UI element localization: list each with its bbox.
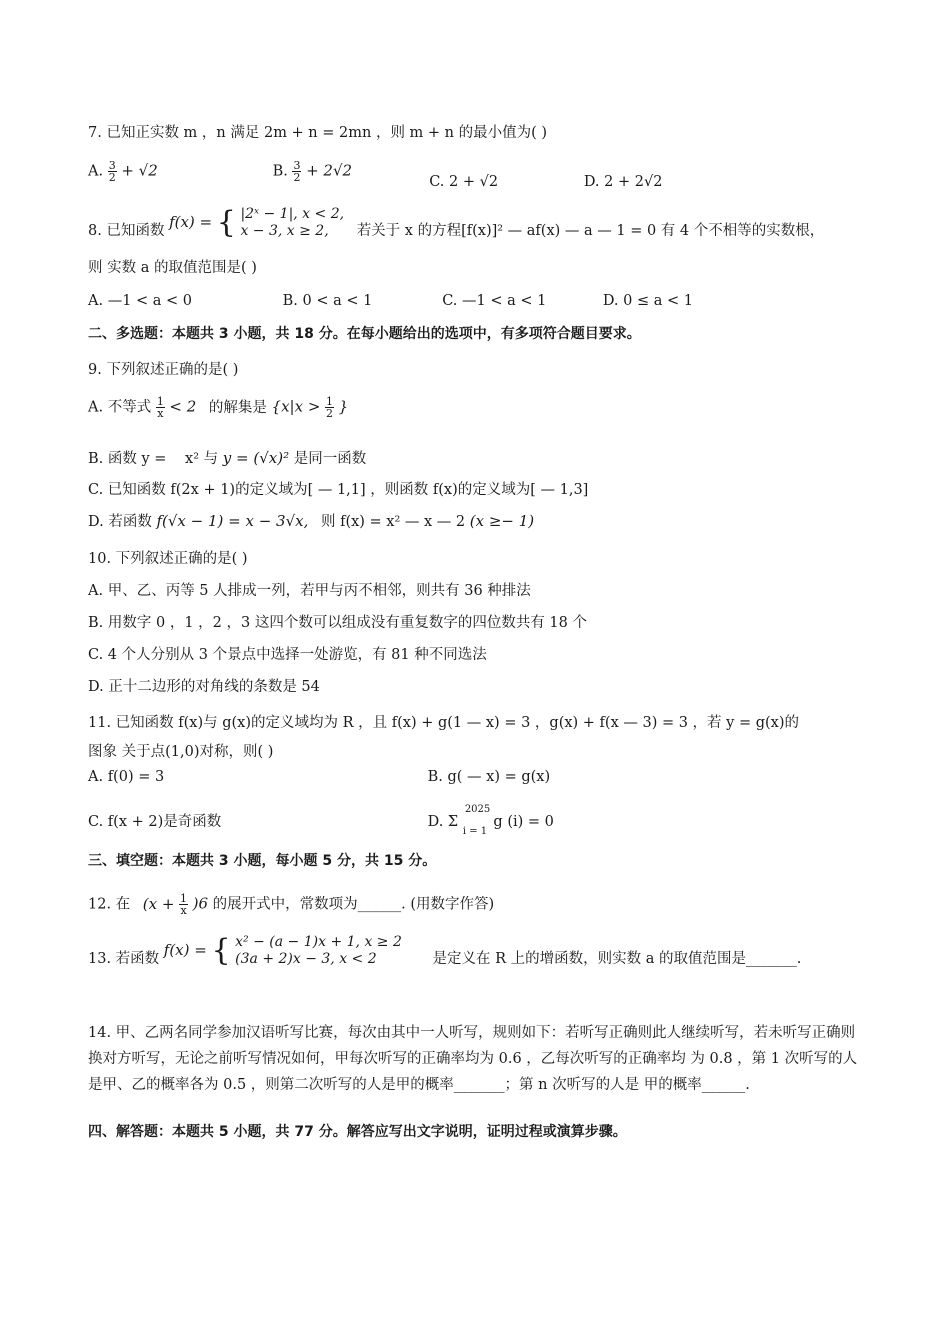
q11-option-b: B. g( — x) = g(x) — [427, 769, 551, 785]
q11-stem-line2: 图象 关于点(1,0)对称，则( ) — [88, 744, 274, 760]
q13-cases: x² − (a − 1)x + 1, x ≥ 2 (3a + 2)x − 3, x < 2 — [235, 934, 402, 967]
q12: 12. 在 (x + $\frac{1}{x}$ )6 的展开式中，常数项为______. (用数字作答) — [88, 892, 495, 917]
q9-option-d: D. 若函数 f(√x − 1) = x − 3√x, 则 f(x) = x² — x — 2 (x ≥− 1) — [88, 512, 535, 530]
q8-option-d: D. 0 ≤ a < 1 — [602, 293, 693, 309]
q13: 13. 若函数 f(x) = { x² − (a − 1)x + 1, x ≥ 2 (3a + 2)x − 3, x < 2 是定义在 R 上的增函数，则实数 a 的取值范围是_______. — [88, 933, 802, 968]
fraction: $\frac{1}{x}$ — [180, 892, 188, 917]
q7-stem: 7. 已知正实数 m ，n 满足 2m + n = 2mn ，则 m + n 的最小值为( ) — [88, 125, 548, 141]
q10-option-c: C. 4 个人分别从 3 个景点中选择一处游览，有 81 种不同选法 — [88, 647, 487, 663]
q9-option-a: A. 不等式 $\frac{1}{x}$ < 2 的解集是 {x|x > $\frac{1}{2}$ } — [88, 395, 349, 420]
q10-option-a: A. 甲、乙、丙等 5 人排成一列，若甲与丙不相邻，则共有 36 种排法 — [88, 583, 531, 599]
q11-option-d: D. Σ 2025 i = 1 g (i) = 0 — [427, 804, 554, 837]
q9-stem: 9. 下列叙述正确的是( ) — [88, 362, 239, 378]
fraction: $\frac{1}{x}$ — [156, 395, 164, 420]
fraction: $\frac{3}{2}$ — [293, 159, 301, 184]
section-answer: 四、解答题：本题共 5 小题，共 77 分。解答应写出文字说明，证明过程或演算步骤。 — [88, 1124, 627, 1140]
brace: { — [211, 933, 231, 968]
q8-stem: 8. 已知函数 f(x) = { |2ˣ − 1|, x < 2, x − 3, x ≥ 2, 若关于 x 的方程[f(x)]² — af(x) — a — 1 = 0 有 4 个不相等的实数根， — [88, 205, 825, 240]
q9-option-c: C. 已知函数 f(2x + 1)的定义域为[ — 1,1] ，则函数 f(x)的定义域为[ — 1,3] — [88, 482, 589, 498]
q8-line2: 则 实数 a 的取值范围是( ) — [88, 260, 257, 276]
q7-option-b: B. $\frac{3}{2}$ + 2√2 — [272, 159, 353, 184]
q10-option-d: D. 正十二边形的对角线的条数是 54 — [88, 679, 320, 695]
section-multi-choice: 二、多选题：本题共 3 小题，共 18 分。在每小题给出的选项中，有多项符合题目要求。 — [88, 326, 641, 342]
q10-option-b: B. 用数字 0 ，1 ，2 ，3 这四个数可以组成没有重复数字的四位数共有 18 个 — [88, 615, 587, 631]
q7-option-d: D. 2 + 2√2 — [583, 173, 663, 190]
q7-options — [88, 159, 663, 190]
sum-limits: 2025 i = 1 — [462, 804, 491, 837]
q10-stem: 10. 下列叙述正确的是( ) — [88, 551, 248, 567]
q7-option-c: C. 2 + √2 — [429, 173, 499, 190]
q14: 14. 甲、乙两名同学参加汉语听写比赛，每次由其中一人听写，规则如下：若听写正确则此人继续听写，若未听写正确则换对方听写，无论之前听写情况如何，甲每次听写的正确率均为 0.6 ，乙每次听写的正确率均 为 0.8 ，第 1 次听写的人是甲、乙的概率各为 0.5 ，则第二次听写的人是甲的概率_______；第 n 次听写的人是 甲的概率______. — [88, 1025, 858, 1093]
q11-options-row1 — [88, 767, 550, 787]
section-fill-blank: 三、填空题：本题共 3 小题，每小题 5 分，共 15 分。 — [88, 853, 437, 869]
q8-option-c: C. —1 < a < 1 — [442, 293, 547, 309]
q11-options-row2 — [88, 804, 554, 837]
fraction: $\frac{3}{2}$ — [108, 159, 116, 184]
fraction: $\frac{1}{2}$ — [326, 395, 333, 420]
q11-option-a: A. f(0) = 3 — [88, 769, 165, 785]
q11-option-c: C. f(x + 2)是奇函数 — [88, 814, 222, 830]
q8-option-a: A. —1 < a < 0 — [88, 293, 193, 309]
q9-option-b: B. 函数 y = x² 与 y = (√x)² 是同一函数 — [88, 449, 367, 467]
q8-option-b: B. 0 < a < 1 — [282, 293, 373, 309]
q8-cases: |2ˣ − 1|, x < 2, x − 3, x ≥ 2, — [240, 206, 345, 239]
q8-options — [88, 291, 693, 311]
brace: { — [216, 205, 236, 240]
q7-option-a: A. $\frac{3}{2}$ + √2 — [88, 159, 158, 184]
q11-stem-line1: 11. 已知函数 f(x)与 g(x)的定义域均为 R ，且 f(x) + g(1 — x) = 3 ，g(x) + f(x — 3) = 3 ，若 y = g(x)的 — [88, 715, 799, 731]
